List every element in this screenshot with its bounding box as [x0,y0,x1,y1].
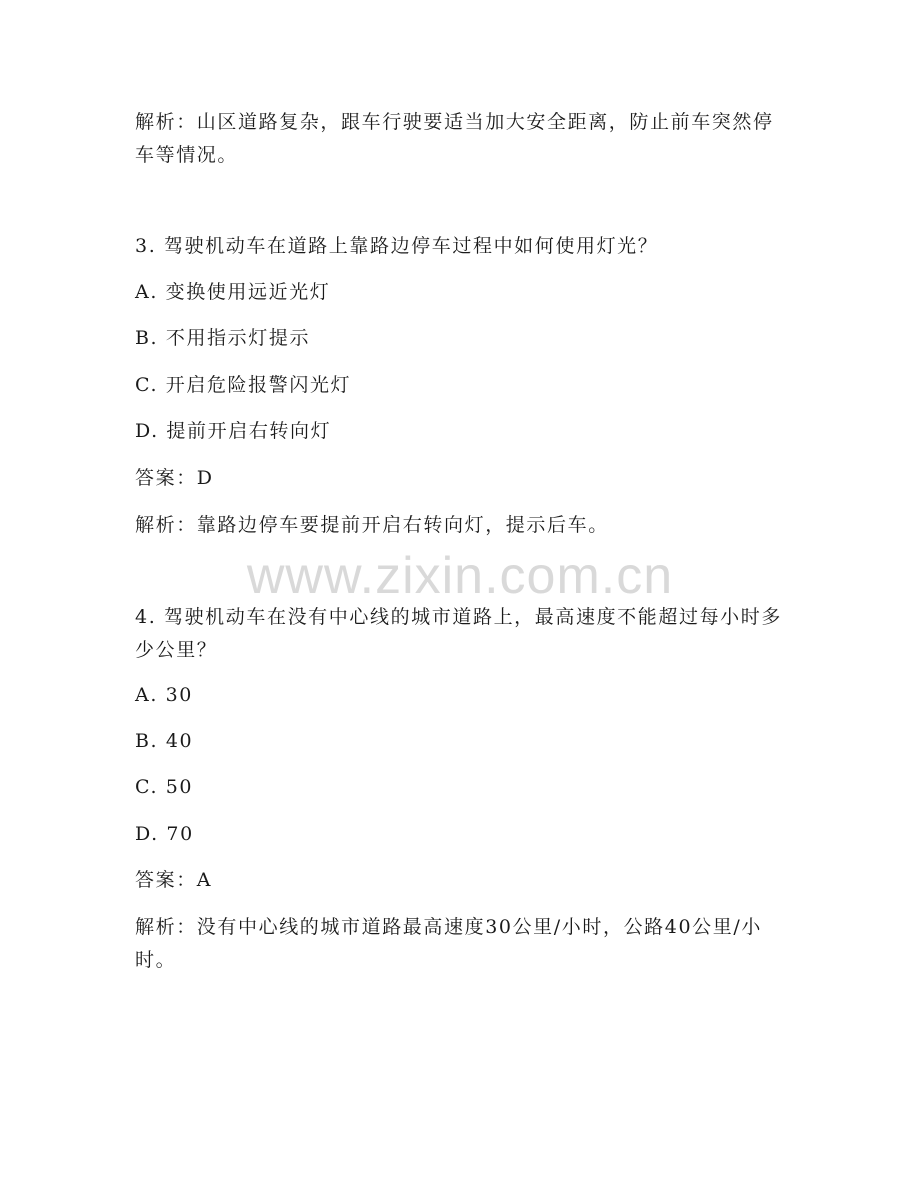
q4-option-c: C. 50 [135,776,194,798]
q3-option-b: B. 不用指示灯提示 [135,327,311,349]
q3-explanation: 解析：靠路边停车要提前开启右转向灯，提示后车。 [135,514,609,536]
q2-explanation: 解析：山区道路复杂，跟车行驶要适当加大安全距离，防止前车突然停车等情况。 [135,111,774,166]
q3-option-c: C. 开启危险报警闪光灯 [135,374,352,396]
q4-answer: 答案：A [135,869,213,891]
q4-option-d: D. 70 [135,823,194,845]
q3-option-a: A. 变换使用远近光灯 [135,281,331,303]
q3-answer: 答案：D [135,467,214,489]
q3-option-d: D. 提前开启右转向灯 [135,420,332,442]
q4-question: 4. 驾驶机动车在没有中心线的城市道路上，最高速度不能超过每小时多少公里？ [135,606,782,661]
q4-option-a: A. 30 [135,684,193,706]
q3-question: 3. 驾驶机动车在道路上靠路边停车过程中如何使用灯光？ [135,235,659,257]
watermark: www.zixin.com.cn [246,547,674,605]
q4-explanation: 解析：没有中心线的城市道路最高速度30公里/小时，公路40公里/小时。 [135,916,762,971]
q4-option-b: B. 40 [135,730,194,752]
